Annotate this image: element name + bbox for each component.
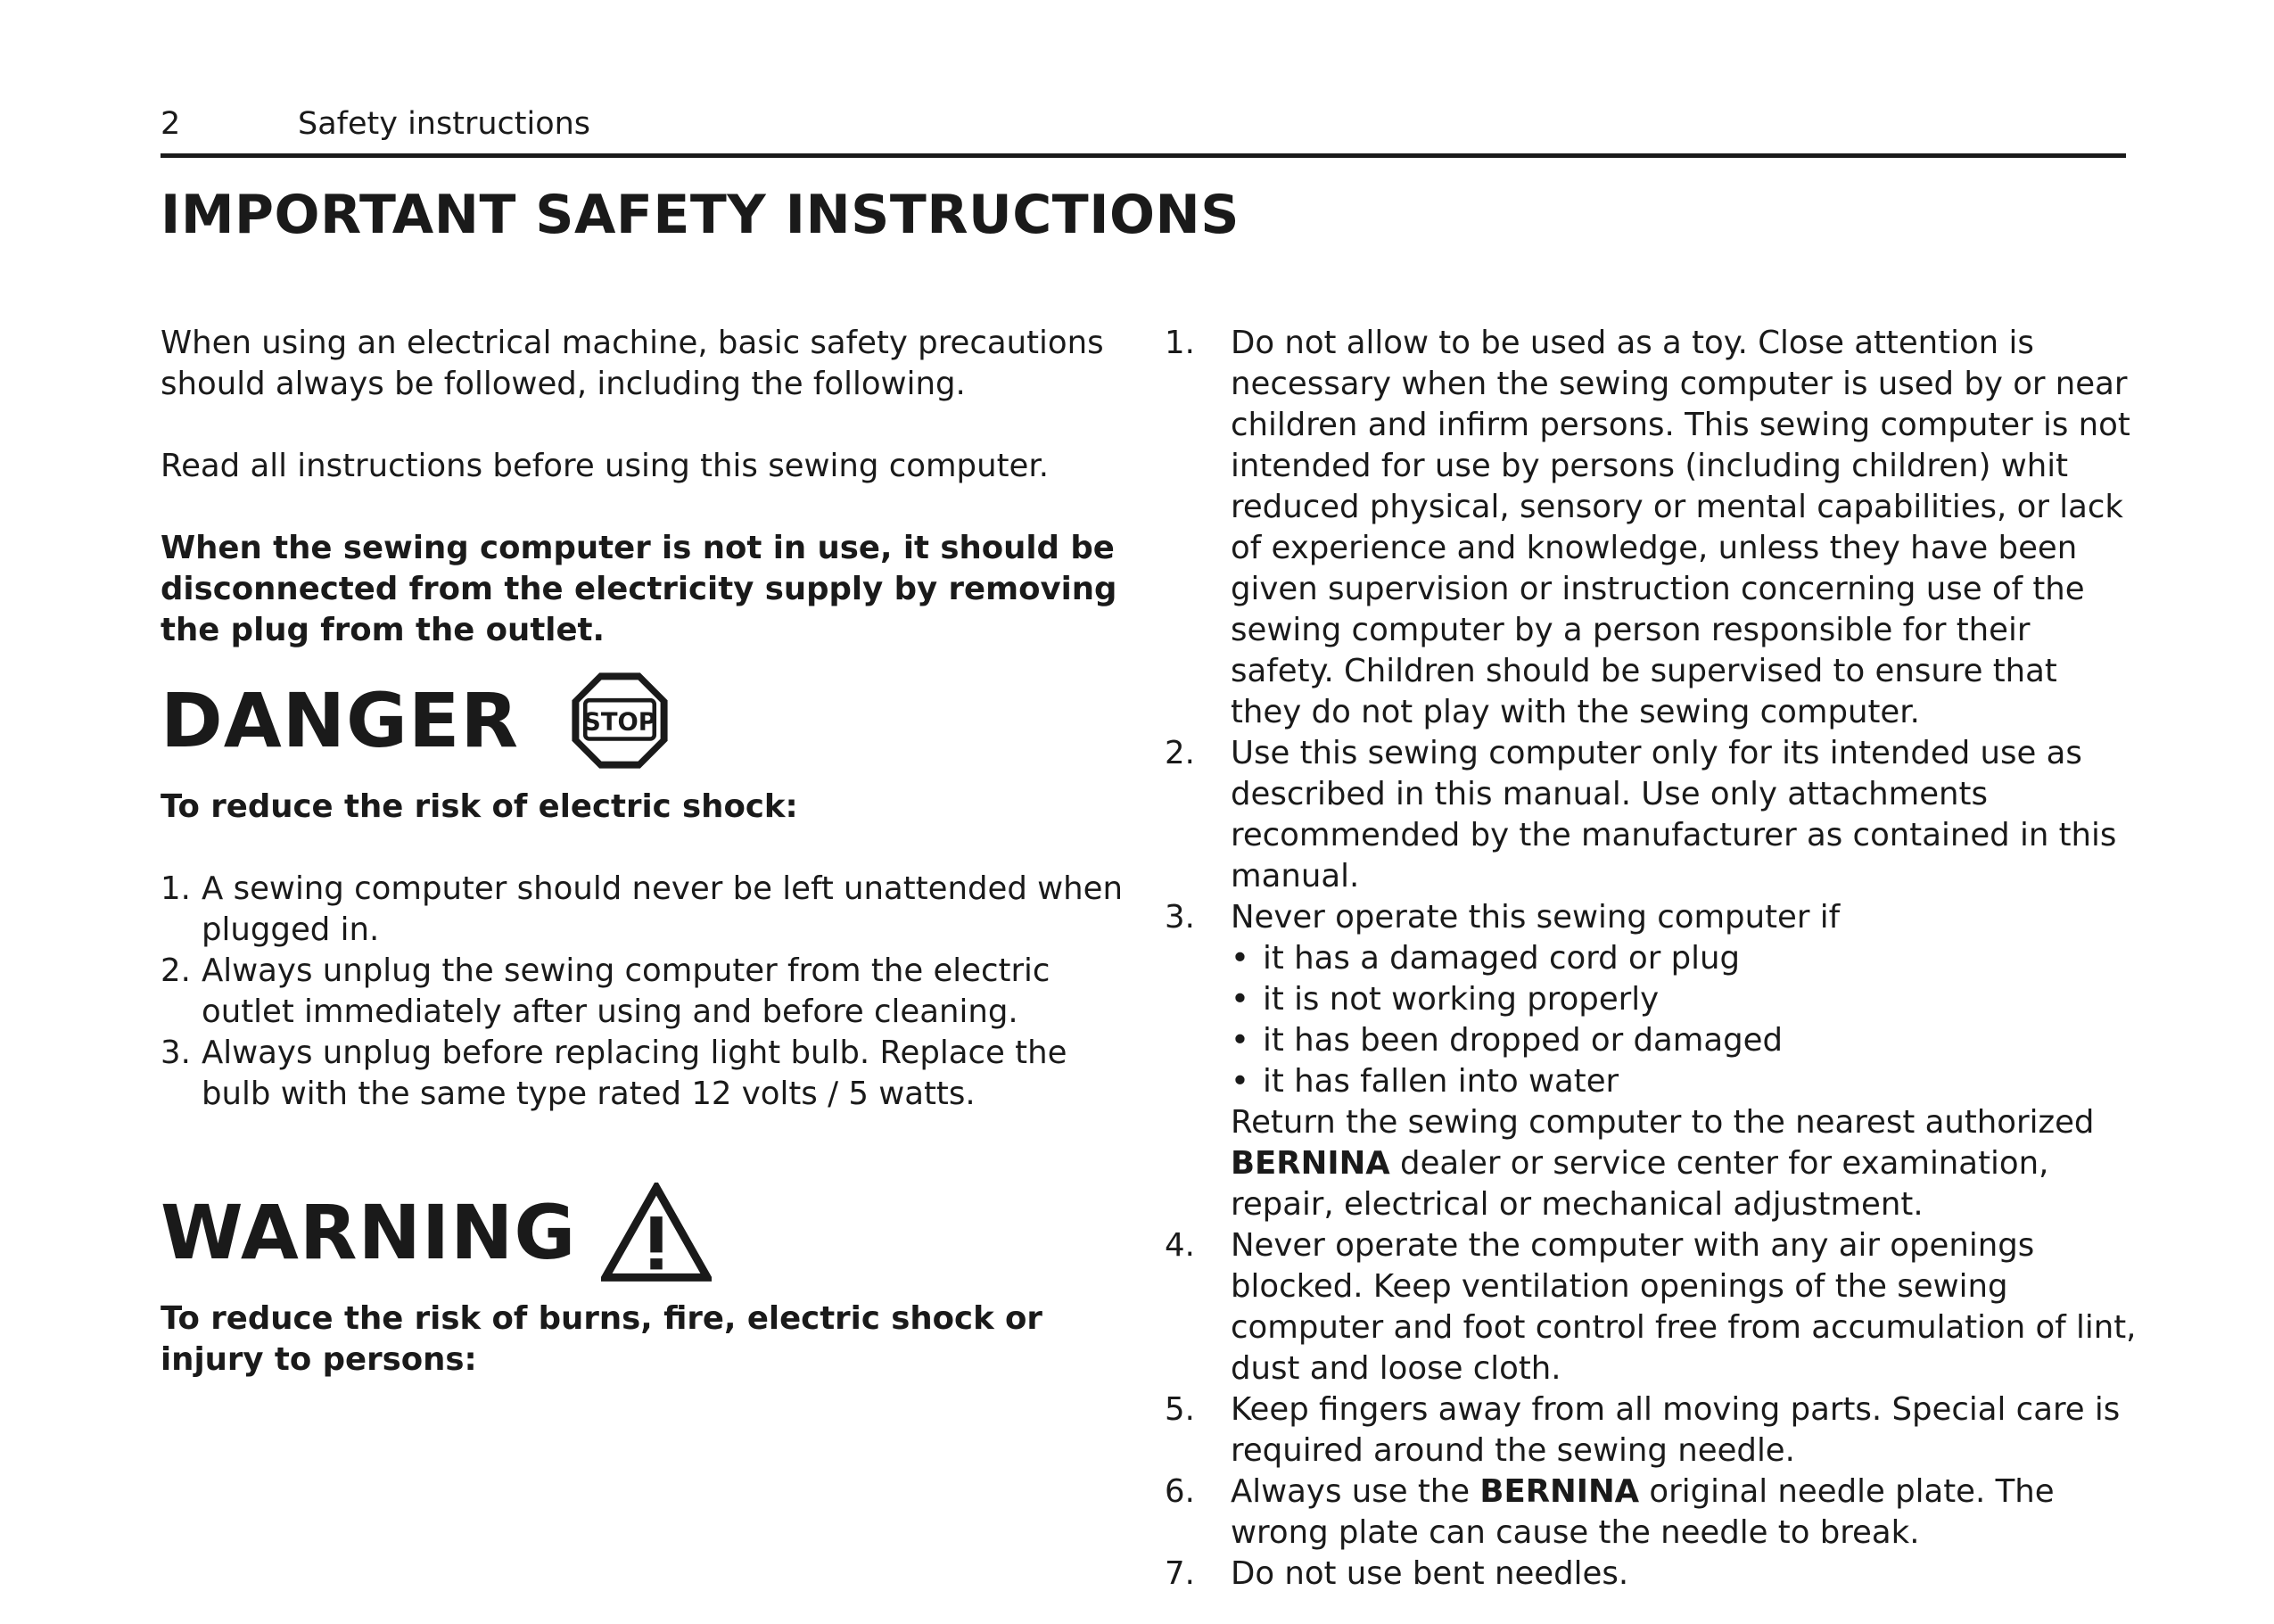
danger-subtitle: To reduce the risk of electric shock:: [161, 788, 798, 825]
warning-triangle-icon: [601, 1183, 712, 1282]
brand-name: BERNINA: [1231, 1145, 1390, 1182]
danger-heading-row: [161, 667, 1133, 774]
list-item-number: 5.: [1165, 1391, 1195, 1428]
list-item-text: Never operate the computer with any air openings blocked. Keep ventilation openings of the sewing computer and foot control free from accumulation of lint, dust and loose cloth.: [1231, 1227, 2137, 1387]
stop-sign-icon: [569, 670, 671, 771]
left-column: [161, 323, 1133, 1381]
section-title: Safety instructions: [298, 106, 591, 142]
bullet-text: it has a damaged cord or plug: [1263, 940, 1741, 977]
bullet-text: it has fallen into water: [1263, 1063, 1619, 1100]
list-item-text: Use this sewing computer only for its intended use as described in this manual. Use only attachments recommended by the manufacturer as contained in this manual.: [1231, 735, 2117, 894]
bullet-marker: •: [1231, 1022, 1249, 1059]
list-item-text-post: original needle plate. The wrong plate can cause the needle to break.: [1231, 1473, 2055, 1551]
list-item-text: [1231, 1473, 2055, 1551]
bullet-marker: •: [1231, 1063, 1249, 1100]
list-item: [1165, 733, 2137, 897]
list-item-number: 4.: [1165, 1227, 1195, 1264]
list-item: [1165, 323, 2137, 733]
list-item: [161, 869, 1133, 951]
list-item-text: Always unplug the sewing computer from the electric outlet immediately after using and before cleaning.: [202, 952, 1050, 1030]
list-item-number: 1.: [161, 870, 191, 907]
page-number: 2: [161, 106, 181, 142]
disconnect-notice: When the sewing computer is not in use, it should be disconnected from the electricity supply by removing the plug from the outlet.: [161, 530, 1117, 648]
list-item-number: 2.: [161, 952, 191, 989]
list-item-number: 3.: [161, 1035, 191, 1071]
return-instruction-pre: Return the sewing computer to the nearest authorized: [1231, 1104, 2095, 1141]
list-item-text: Always unplug before replacing light bulb. Replace the bulb with the same type rated 12 volts / 5 watts.: [202, 1035, 1067, 1112]
list-item: [1165, 897, 2137, 1225]
list-item: [1165, 1225, 2137, 1389]
danger-list: [161, 869, 1133, 1115]
bullet-item: [1231, 1020, 2137, 1061]
warning-heading-row: [161, 1179, 1133, 1286]
list-item: [1165, 1554, 2137, 1595]
bullet-marker: •: [1231, 981, 1249, 1018]
list-item: [1165, 1471, 2137, 1554]
right-column: [1165, 323, 2137, 1595]
list-item-text: Never operate this sewing computer if: [1231, 899, 1841, 936]
read-instructions-paragraph: Read all instructions before using this sewing computer.: [161, 448, 1049, 484]
list-item-text: A sewing computer should never be left unattended when plugged in.: [202, 870, 1124, 948]
list-item-number: 2.: [1165, 735, 1195, 771]
bullet-list: [1231, 938, 2137, 1102]
bullet-item: [1231, 979, 2137, 1020]
return-instruction: [1231, 1104, 2094, 1223]
stop-sign-text: STOP: [583, 708, 656, 737]
list-item-text-pre: Always use the: [1231, 1473, 1480, 1510]
list-item-number: 6.: [1165, 1473, 1195, 1510]
list-item-number: 3.: [1165, 899, 1195, 936]
list-item-text: Keep fingers away from all moving parts. Special care is required around the sewing needle.: [1231, 1391, 2121, 1469]
bullet-text: it has been dropped or damaged: [1263, 1022, 1784, 1059]
header-rule: [161, 153, 2126, 158]
list-item-number: 1.: [1165, 325, 1195, 361]
list-item: [1165, 1389, 2137, 1471]
bullet-item: [1231, 1061, 2137, 1102]
warning-title: WARNING: [161, 1189, 577, 1276]
page-title: IMPORTANT SAFETY INSTRUCTIONS: [161, 184, 1240, 246]
intro-paragraph: When using an electrical machine, basic safety precautions should always be followed, including the following.: [161, 325, 1104, 402]
bullet-marker: •: [1231, 940, 1249, 977]
return-instruction-post: dealer or service center for examination, repair, electrical or mechanical adjustment.: [1231, 1145, 2049, 1223]
bullet-text: it is not working properly: [1263, 981, 1660, 1018]
list-item: [161, 951, 1133, 1033]
warning-subtitle: To reduce the risk of burns, fire, electric shock or injury to persons:: [161, 1300, 1042, 1378]
bullet-item: [1231, 938, 2137, 979]
warning-list: [1165, 323, 2137, 1595]
list-item: [161, 1033, 1133, 1115]
list-item-text: Do not allow to be used as a toy. Close attention is necessary when the sewing computer is used by or near children and infirm persons. This sewing computer is not intended for use by persons (including children) whit reduced physical, sensory or mental capabilities, or lack of experience and knowledge, unless they have been given supervision or instruction concerning use of the sewing computer by a person responsible for their safety. Children should be supervised to ensure that they do not play with the sewing computer.: [1231, 325, 2130, 730]
brand-name: BERNINA: [1479, 1473, 1640, 1510]
list-item-number: 7.: [1165, 1555, 1195, 1592]
danger-title: DANGER: [161, 677, 520, 764]
list-item-text: Do not use bent needles.: [1231, 1555, 1629, 1592]
